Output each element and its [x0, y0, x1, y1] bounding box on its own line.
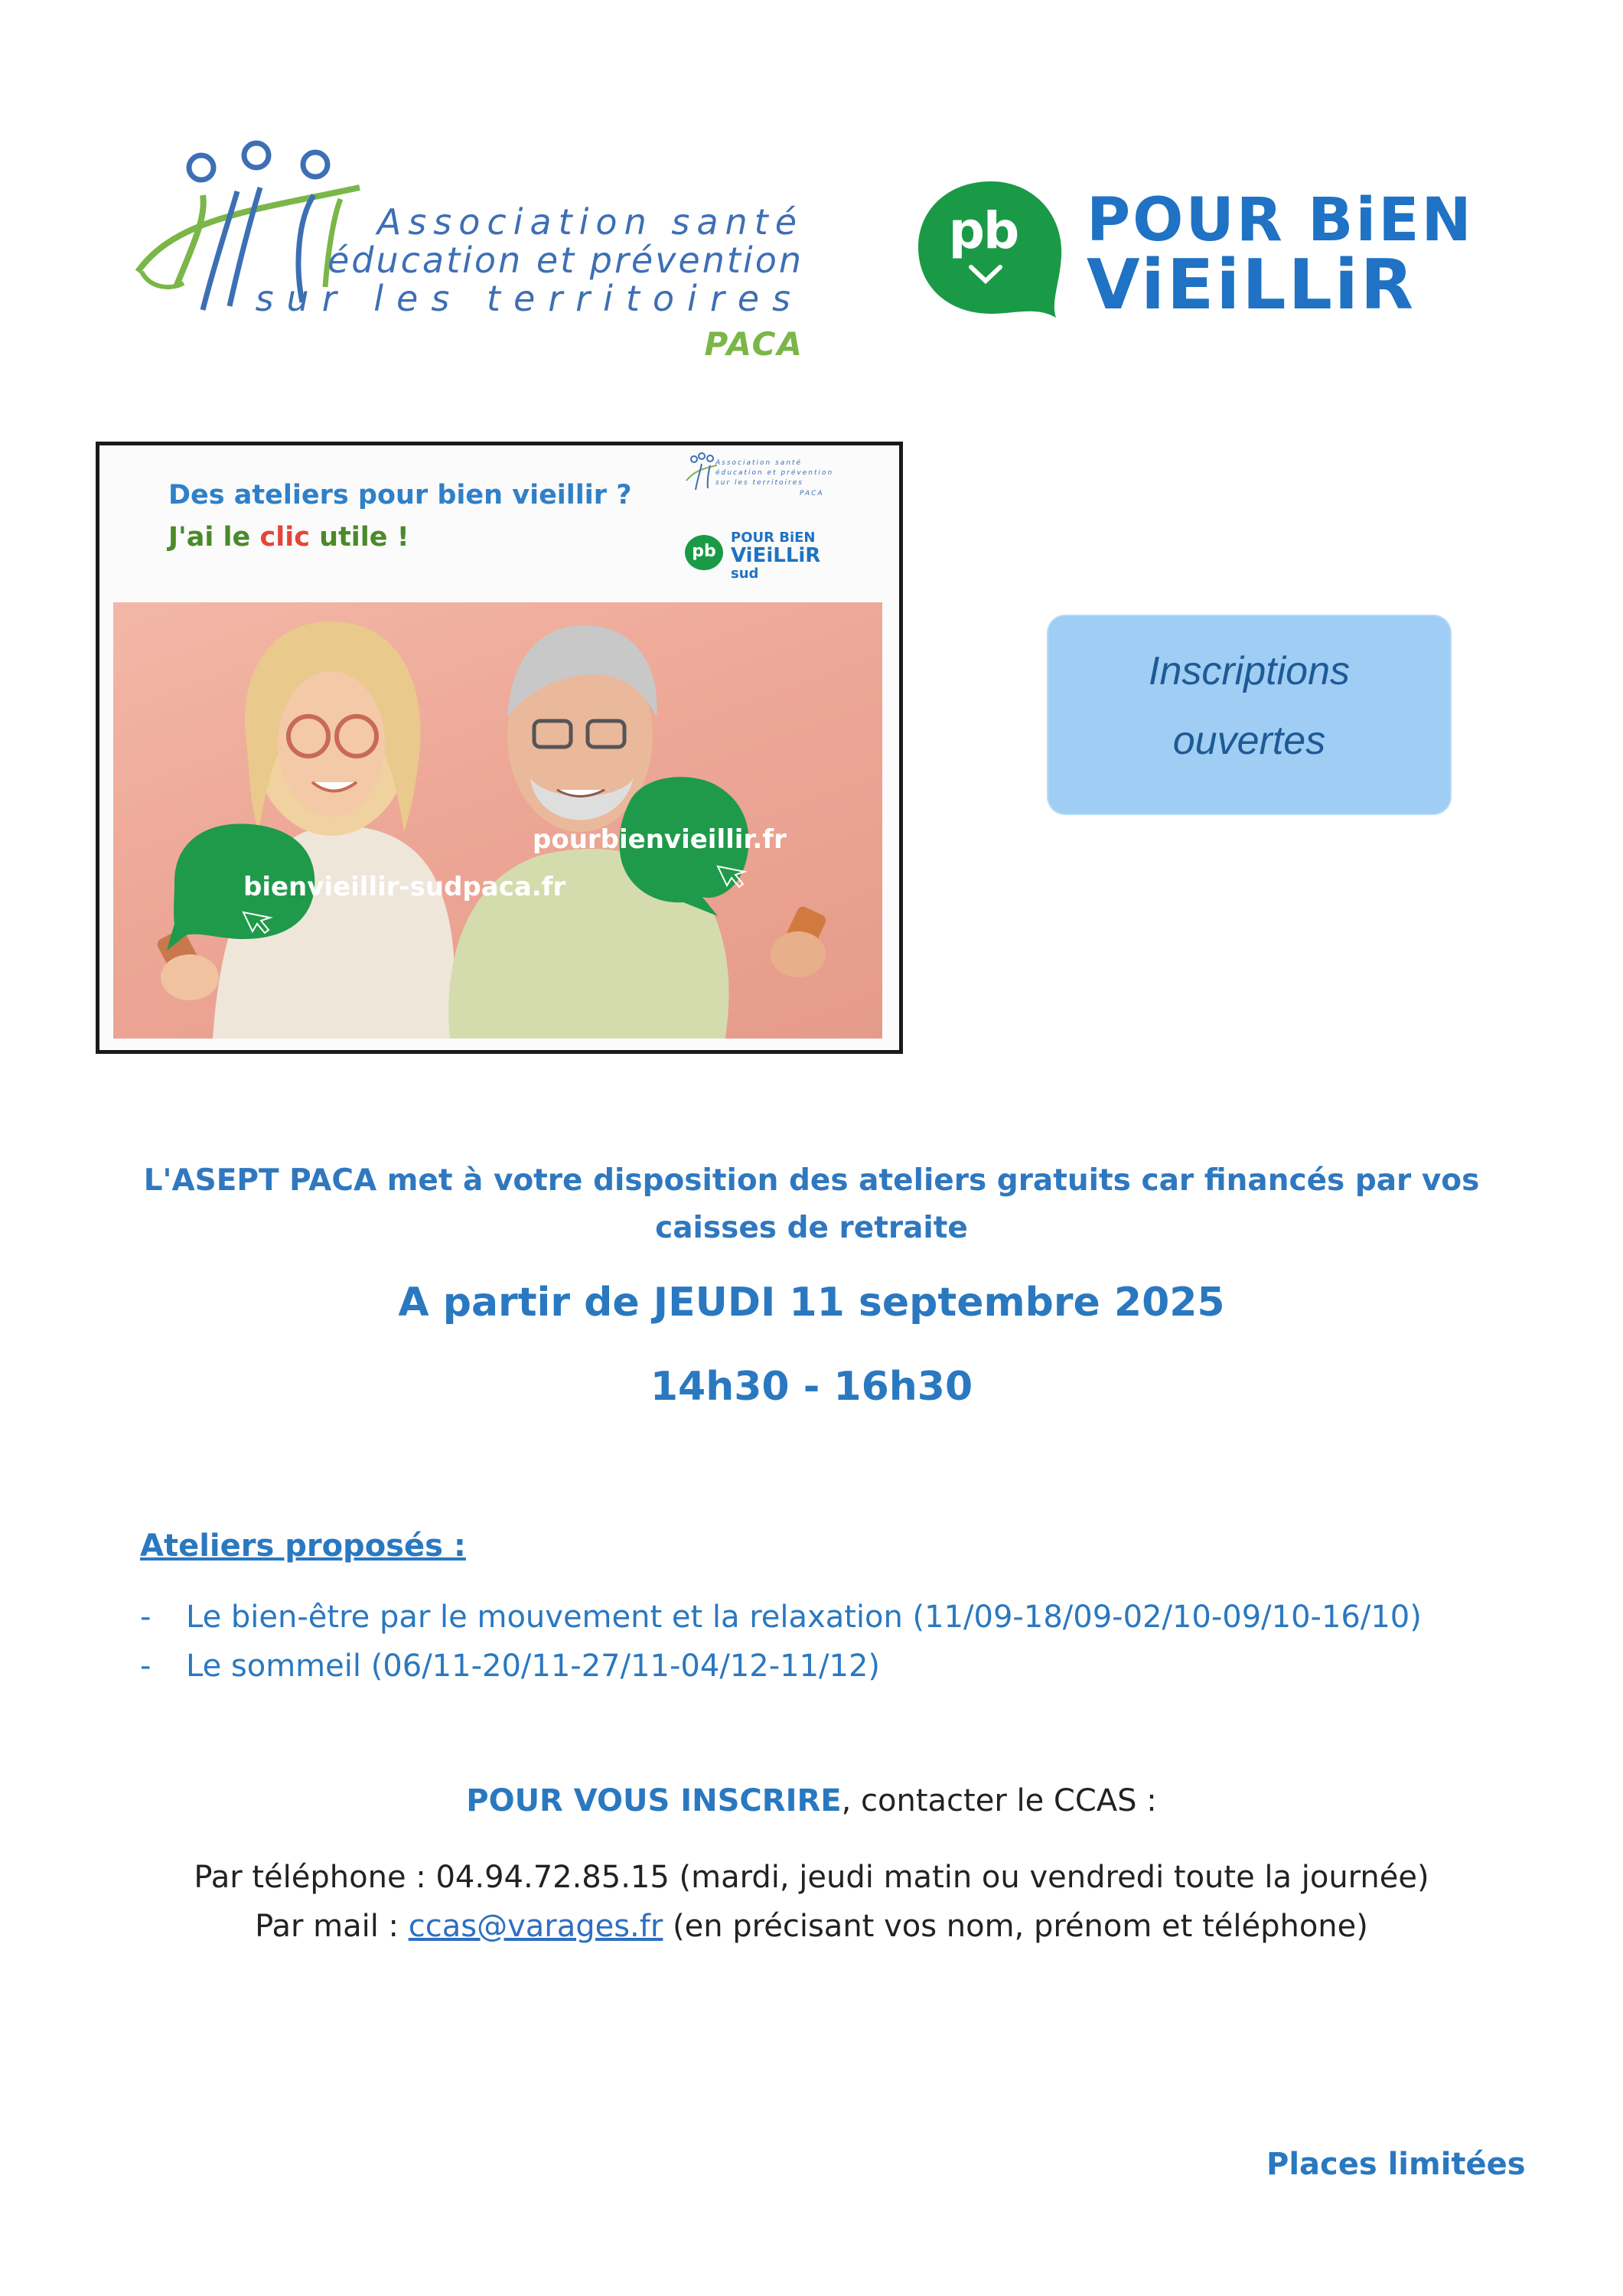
poster-url-right: pourbienvieillir.fr: [533, 824, 787, 855]
asept-figures-icon: [685, 452, 719, 494]
phone-contact: [0, 1860, 1623, 1895]
inscription-instructions: [0, 1783, 1623, 1818]
poster-mini-asept-line-1: Association santé: [715, 459, 803, 467]
pbv-line-2: ViEiLLiR: [1087, 245, 1416, 325]
time-range: 14h30 - 16h30: [650, 1364, 973, 1410]
ateliers-title: Ateliers proposés :: [140, 1528, 466, 1564]
poster-mini-pbv-monogram: pb: [685, 535, 723, 570]
list-item: [140, 1600, 1422, 1635]
poster-mini-asept-line-2: éducation et prévention: [715, 469, 834, 477]
intro-line-1: L'ASEPT PACA met à votre disposition des ateliers gratuits car financés par vos: [143, 1163, 1480, 1198]
asept-region: PACA: [704, 325, 803, 363]
poster-image: [96, 442, 903, 1054]
intro-line-2: caisses de retraite: [655, 1211, 968, 1245]
phone-number: 04.94.72.85.15: [435, 1860, 670, 1895]
inscriptions-badge: [1048, 616, 1450, 814]
bullet: -: [140, 1649, 152, 1684]
inscrire-rest: , contacter le CCAS :: [841, 1783, 1157, 1818]
asept-logo: [130, 134, 819, 379]
poster-subline-part3: utile !: [309, 522, 409, 553]
list-item: [140, 1649, 880, 1684]
pour-bien-vieillir-logo: [914, 172, 1481, 325]
places-limitees: Places limitées: [1266, 2147, 1526, 2182]
poster-mini-asept-region: PACA: [800, 490, 824, 497]
phone-note: (mardi, jeudi matin ou vendredi toute la journée): [669, 1860, 1429, 1895]
mail-label: Par mail :: [255, 1909, 409, 1944]
poster-subline-part2: clic: [259, 522, 310, 553]
mail-note: (en précisant vos nom, prénom et téléphone): [663, 1909, 1368, 1944]
poster-url-left: bienvieillir-sudpaca.fr: [243, 872, 566, 902]
asept-name-line-2: éducation et prévention: [327, 240, 803, 281]
poster-headline-part2: pour bien vieillir ?: [357, 480, 632, 510]
atelier-text: Le bien-être par le mouvement et la relaxation (11/09-18/09-02/10-09/10-16/10): [186, 1600, 1422, 1635]
start-date: A partir de JEUDI 11 septembre 2025: [398, 1280, 1225, 1326]
poster-mini-pbv-logo: [685, 526, 853, 595]
mail-link[interactable]: ccas@varages.fr: [408, 1909, 663, 1944]
asept-name-line-1: Association santé: [376, 201, 803, 243]
poster-mini-asept-line-3: sur les territoires: [715, 479, 803, 487]
seniors-illustration: [113, 602, 882, 1039]
poster-subline-part1: J'ai le: [168, 522, 260, 553]
inscriptions-line-2: ouvertes: [1172, 719, 1326, 763]
poster-mini-pbv-line-2: ViEiLLiR: [731, 544, 821, 567]
asept-name-line-3: sur les territoires: [255, 278, 803, 319]
phone-label: Par téléphone :: [194, 1860, 436, 1895]
poster-headline: [168, 480, 632, 510]
mail-contact: [0, 1909, 1623, 1944]
poster-subline: [168, 522, 409, 553]
pbv-line-1: POUR BiEN: [1087, 186, 1474, 255]
poster-mini-pbv-line-3: sud: [731, 566, 759, 582]
poster-mini-asept-logo: [685, 452, 853, 520]
inscriptions-line-1: Inscriptions: [1149, 649, 1350, 693]
seniors-photo: [113, 602, 882, 1039]
bullet: -: [140, 1600, 152, 1635]
pbv-monogram: pb: [948, 201, 1018, 260]
poster-headline-part1: Des ateliers: [168, 480, 358, 510]
atelier-text: Le sommeil (06/11-20/11-27/11-04/12-11/12): [186, 1649, 881, 1684]
smile-icon: [966, 264, 1005, 284]
poster-mini-pbv-line-1: POUR BiEN: [731, 530, 816, 546]
inscrire-highlight: POUR VOUS INSCRIRE: [466, 1783, 842, 1818]
